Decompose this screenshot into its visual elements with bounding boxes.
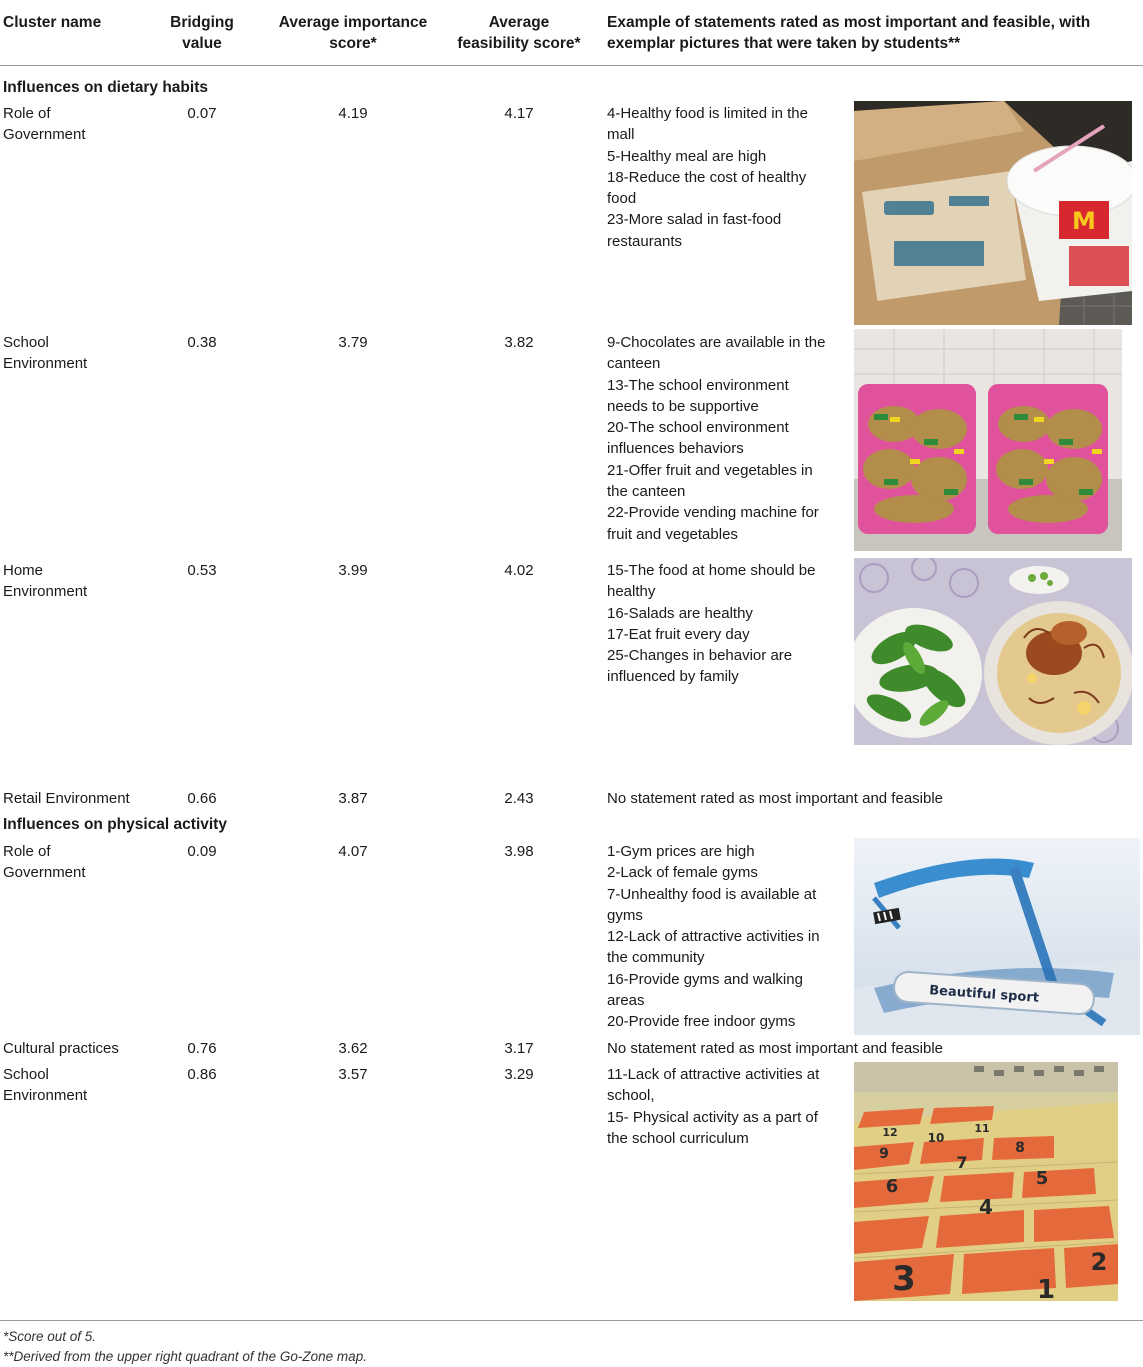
row-statements: 11-Lack of attractive activities at school, 15- Physical activity as a part of the school curriculum: [607, 1066, 820, 1147]
footer-rule: [0, 1320, 1143, 1321]
row-statements: No statement rated as most important and feasible: [607, 790, 944, 807]
hopscotch-number: 1: [1036, 1275, 1056, 1301]
row-cluster-name: Role of Government: [3, 105, 86, 144]
row-cluster-name: School Environment: [3, 1066, 88, 1105]
row-importance-score: 3.99: [338, 562, 368, 579]
row-bridging-value: 0.53: [187, 562, 217, 579]
hopscotch-number: 12: [882, 1126, 898, 1139]
hopscotch-number: 10: [927, 1131, 945, 1145]
svg-text:M: M: [1072, 207, 1096, 235]
header-cluster-name: Cluster name: [3, 14, 102, 31]
row-bridging-value: 0.09: [187, 843, 217, 860]
row-importance-score: 3.57: [338, 1066, 368, 1083]
row-statements: 9-Chocolates are available in the canteen 13-The school environment needs to be supportive 20-The school environment influences behaviors 21-Offer fruit and vegetables in the canteen 22-Provide vending machine for fruit and vegetables: [607, 334, 826, 543]
row-feasibility-score: 4.17: [504, 105, 534, 122]
home-meal-photo: [854, 558, 1132, 745]
header-average-importance: Average importance score*: [278, 14, 428, 52]
row-bridging-value: 0.76: [187, 1040, 217, 1057]
row-feasibility-score: 4.02: [504, 562, 534, 579]
footnote-go-zone: **Derived from the upper right quadrant of the Go-Zone map.: [3, 1349, 367, 1364]
row-bridging-value: 0.07: [187, 105, 217, 122]
row-importance-score: 3.87: [338, 790, 368, 807]
row-feasibility-score: 3.17: [504, 1040, 534, 1057]
row-feasibility-score: 3.98: [504, 843, 534, 860]
fast-food-photo: [854, 101, 1132, 325]
chocolates-photo: [854, 329, 1122, 551]
header-example-statements: Example of statements rated as most important and feasible, with exemplar pictures that were taken by students**: [607, 14, 1091, 52]
row-importance-score: 3.79: [338, 334, 368, 351]
hopscotch-photo: [854, 1062, 1118, 1301]
footnote-score: *Score out of 5.: [3, 1329, 97, 1344]
row-statements: 15-The food at home should be healthy 16-Salads are healthy 17-Eat fruit every day 25-Changes in behavior are influenced by family: [607, 562, 816, 686]
hopscotch-number: 7: [956, 1153, 968, 1172]
row-cluster-name: Home Environment: [3, 562, 88, 601]
row-feasibility-score: 3.82: [504, 334, 534, 351]
row-bridging-value: 0.66: [187, 790, 217, 807]
row-statements: 4-Healthy food is limited in the mall 5-Healthy meal are high 18-Reduce the cost of healthy food 23-More salad in fast-food restaurants: [607, 105, 808, 250]
hopscotch-number: 8: [1015, 1140, 1025, 1156]
row-statements: 1-Gym prices are high 2-Lack of female gyms 7-Unhealthy food is available at gyms 12-Lack of attractive activities in the community 16-Provide gyms and walking areas 20-Provide free indoor gyms: [607, 843, 820, 1031]
row-statements: No statement rated as most important and feasible: [607, 1040, 944, 1057]
row-bridging-value: 0.38: [187, 334, 217, 351]
header-bridging-value: Bridging value: [170, 14, 234, 52]
row-feasibility-score: 2.43: [504, 790, 534, 807]
section-dietary-habits: Influences on dietary habits: [3, 79, 208, 96]
hopscotch-number: 2: [1090, 1248, 1108, 1276]
hopscotch-number: 9: [879, 1146, 889, 1162]
row-cluster-name: School Environment: [3, 334, 88, 373]
hopscotch-number: 11: [974, 1122, 990, 1135]
hopscotch-number: 4: [979, 1195, 993, 1219]
row-importance-score: 4.07: [338, 843, 368, 860]
treadmill-photo: [854, 838, 1140, 1035]
row-feasibility-score: 3.29: [504, 1066, 534, 1083]
section-physical-activity: Influences on physical activity: [3, 816, 227, 833]
row-importance-score: 4.19: [338, 105, 368, 122]
photo-caption: Beautiful sport: [928, 983, 1040, 1006]
row-cluster-name: Retail Environment: [3, 790, 130, 807]
header-rule: [0, 65, 1143, 66]
header-average-feasibility: Average feasibility score*: [457, 14, 581, 52]
row-bridging-value: 0.86: [187, 1066, 217, 1083]
hopscotch-number: 5: [1035, 1168, 1049, 1189]
hopscotch-number: 6: [885, 1176, 899, 1197]
hopscotch-number: 3: [892, 1259, 916, 1299]
row-importance-score: 3.62: [338, 1040, 368, 1057]
row-cluster-name: Cultural practices: [3, 1040, 119, 1057]
row-cluster-name: Role of Government: [3, 843, 86, 882]
